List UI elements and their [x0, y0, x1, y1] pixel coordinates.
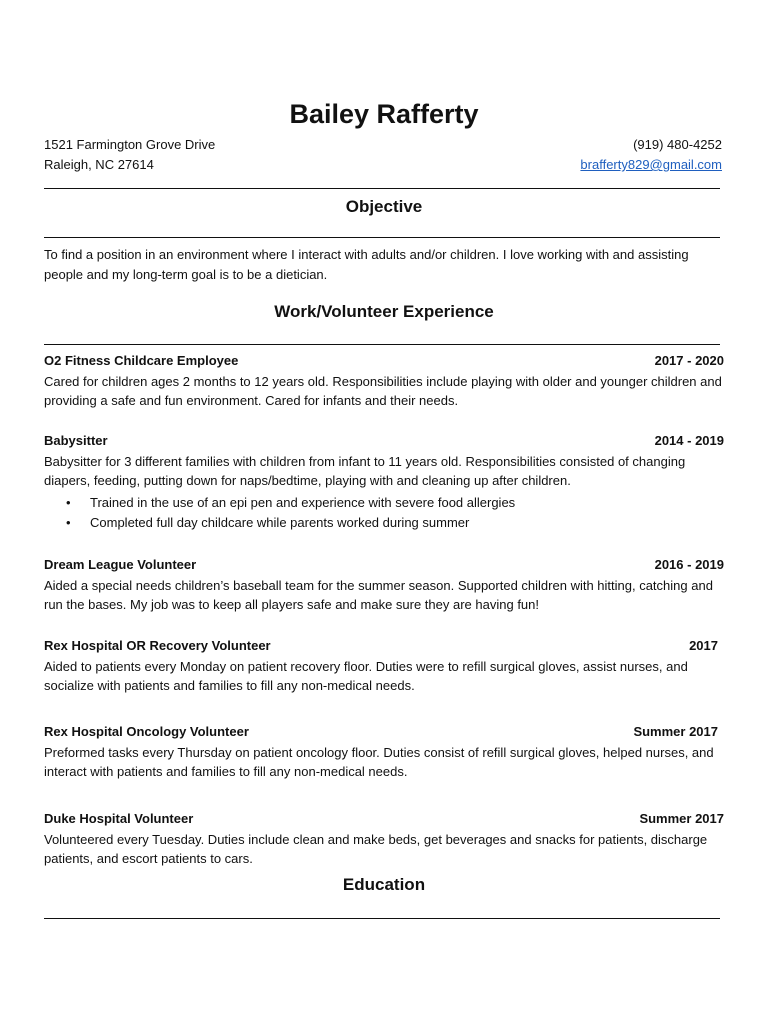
job-description: Volunteered every Tuesday. Duties include clean and make beds, get beverages and snacks for patients, discharge patients, and escort patients to cars. [44, 831, 708, 866]
divider [44, 237, 720, 238]
list-item [44, 493, 724, 514]
job-dates: Summer 2017 [639, 811, 724, 826]
education-heading: Education [342, 875, 426, 894]
job-header [44, 636, 724, 656]
job-title: Rex Hospital Oncology Volunteer [44, 724, 249, 739]
job-header [44, 431, 724, 451]
job-entry [44, 636, 724, 696]
bullet-icon: • [66, 515, 71, 530]
job-description: Cared for children ages 2 months to 12 years old. Responsibilities include playing with older and younger children and providing a safe and fun environment. Cared for infants and their needs. [44, 373, 722, 408]
job-description: Babysitter for 3 different families with children from infant to 11 years old. Responsibilities consisted of changing diapers, feeding, putting down for naps/bedtime, playing with and cleaning up after children. [44, 453, 686, 488]
address-line-1: 1521 Farmington Grove Drive [44, 137, 216, 152]
applicant-name: Bailey Rafferty [289, 99, 479, 129]
contact-row-2 [44, 155, 722, 175]
job-description: Aided a special needs children’s baseball team for the summer season. Supported children with hitting, catching and run the bases. My job was to keep all players safe and make sure they are having fun! [44, 577, 713, 612]
job-header [44, 351, 724, 371]
phone-number: (919) 480-4252 [633, 137, 722, 152]
objective-text: To find a position in an environment where I interact with adults and/or children. I love working with and assisting people and my long-term goal is to be a dietician. [44, 247, 689, 282]
contact-row-1 [44, 135, 722, 155]
job-entry [44, 809, 724, 869]
experience-heading: Work/Volunteer Experience [274, 302, 494, 321]
job-dates: 2017 [689, 638, 718, 653]
email-link[interactable]: brafferty829@gmail.com [580, 157, 722, 172]
job-header [44, 555, 724, 575]
contact-block [44, 135, 722, 175]
job-entry [44, 555, 724, 615]
address-line-2: Raleigh, NC 27614 [44, 157, 154, 172]
job-entry [44, 351, 724, 411]
job-header [44, 809, 724, 829]
divider [44, 188, 720, 189]
job-dates: 2014 - 2019 [654, 433, 724, 448]
job-dates: 2017 - 2020 [654, 353, 724, 368]
job-title: Rex Hospital OR Recovery Volunteer [44, 638, 271, 653]
job-title: Dream League Volunteer [44, 557, 197, 572]
objective-heading: Objective [345, 197, 423, 216]
divider [44, 918, 720, 919]
job-title: Babysitter [44, 433, 108, 448]
job-description: Aided to patients every Monday on patient recovery floor. Duties were to refill surgical gloves, assist nurses, and socialize with patients and families to fill any non-medical needs. [44, 658, 688, 693]
list-item [44, 513, 724, 534]
job-dates: Summer 2017 [633, 724, 718, 739]
job-entry [44, 722, 724, 782]
job-title: Duke Hospital Volunteer [44, 811, 194, 826]
bullet-icon: • [66, 494, 71, 510]
job-description: Preformed tasks every Thursday on patient oncology floor. Duties consist of refill surgical gloves, helped nurses, and interact with patients and families to fill any non-medical needs. [44, 744, 714, 779]
divider [44, 344, 720, 345]
job-header [44, 722, 724, 742]
job-dates: 2016 - 2019 [654, 557, 724, 572]
job-bullet-list [44, 493, 724, 534]
job-title: O2 Fitness Childcare Employee [44, 353, 239, 368]
bullet-text: Completed full day childcare while parents worked during summer [90, 515, 470, 530]
job-entry [44, 431, 724, 534]
bullet-text: Trained in the use of an epi pen and experience with severe food allergies [90, 494, 516, 510]
